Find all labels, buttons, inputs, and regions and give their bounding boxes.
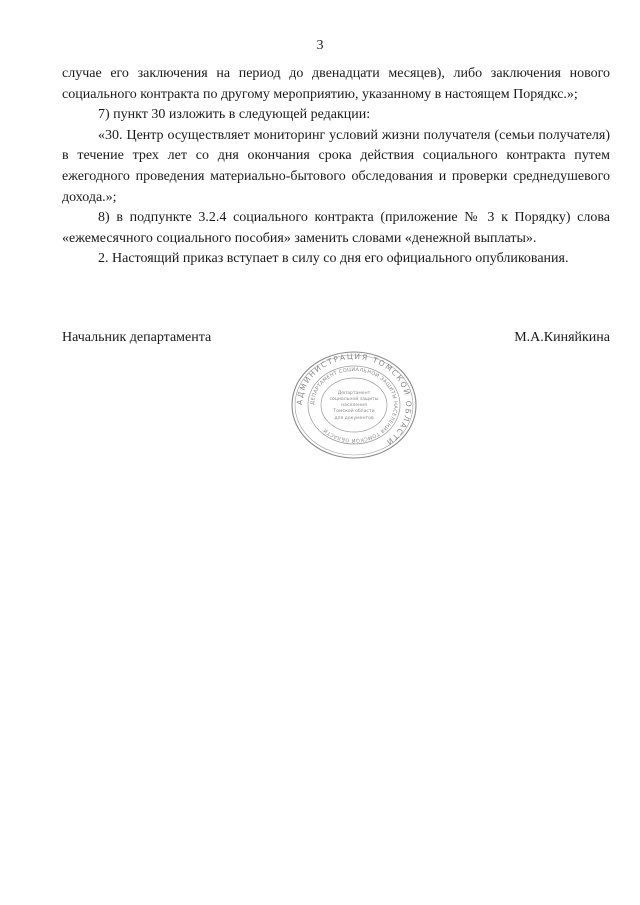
seal-center-line-2: социальной защиты	[329, 397, 379, 402]
seal-center-line-4: Томской области	[333, 409, 375, 414]
seal-center-line-3: населения	[341, 403, 367, 408]
paragraph-continuation: случае его заключения на период до двенадцати месяцев), либо заключения нового социального контракта по другому мероприятию, указанному в настоящем Порядкс.»;	[62, 66, 610, 102]
seal-graphic	[288, 350, 420, 460]
page-number: 3	[316, 38, 324, 53]
document-body	[62, 64, 610, 270]
signatory-position: Начальник департамента	[62, 330, 212, 345]
seal-center-line-5: для документов	[334, 416, 374, 421]
official-seal	[288, 350, 420, 460]
seal-outer-text: АДМИНИСТРАЦИЯ ТОМСКОЙ ОБЛАСТИ	[294, 351, 414, 448]
signatory-name: М.А.Киняйкина	[514, 330, 610, 345]
paragraph-quote-30: «30. Центр осуществляет мониторинг условий жизни получателя (семьи получателя) в течение трех лет со дня окончания срока действия социального контракта путем ежегодного проведения материально-бытового обследования и проверки среднедушевого дохода.»;	[62, 127, 610, 205]
paragraph-item-8: 8) в подпункте 3.2.4 социального контракта (приложение № 3 к Порядку) слова «ежемесячного социального пособия» заменить словами «денежной выплаты».	[62, 210, 610, 246]
paragraph-effective-date: 2. Настоящий приказ вступает в силу со дня его официального опубликования.	[98, 251, 569, 267]
paragraph-item-7: 7) пункт 30 изложить в следующей редакции:	[98, 107, 371, 123]
seal-center-line-1: Департамент	[337, 391, 371, 396]
seal-ring-text: ДЕПАРТАМЕНТ СОЦИАЛЬНОЙ ЗАЩИТЫ НАСЕЛЕНИЯ ТОМСКОЙ ОБЛАСТИ	[309, 366, 399, 444]
